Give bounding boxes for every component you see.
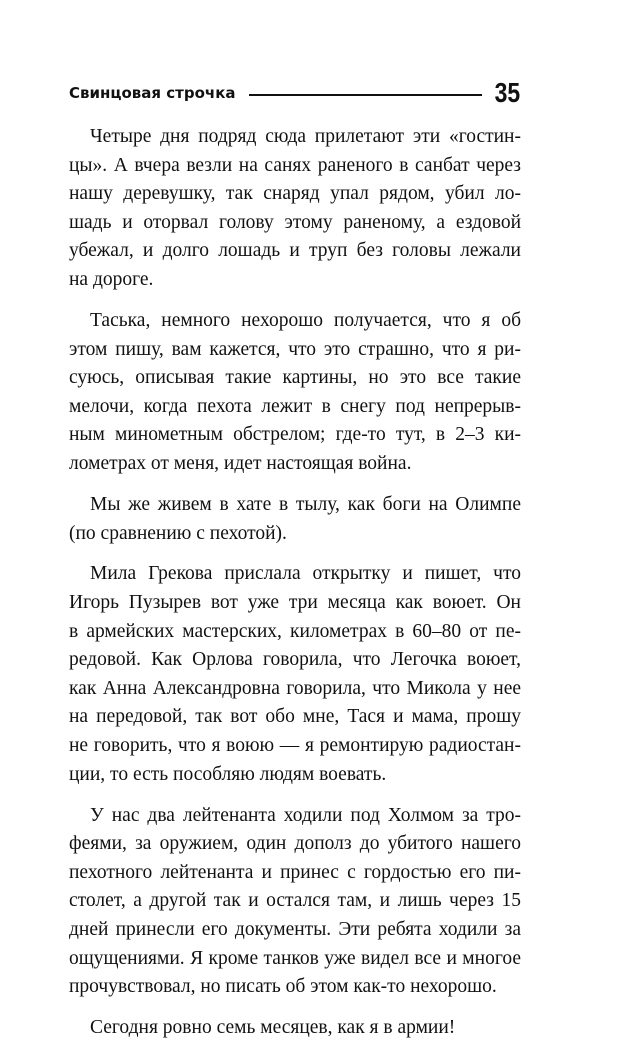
paragraph-5 [69, 802, 521, 1002]
running-head-title: Свинцовая строчка [69, 84, 236, 102]
text-line: ным минометным обстрелом; где-то тут, в 2–3 ки- [69, 424, 521, 446]
text-line: редовой. Как Орлова говорила, что Легочка воюет, [69, 649, 521, 671]
paragraph-6 [69, 1014, 521, 1043]
text-line: (по сравнению с пехотой). [69, 522, 287, 544]
text-line: Четыре дня подряд сюда прилетают эти «гостин- [90, 126, 521, 147]
running-head [69, 78, 520, 110]
text-line: У нас два лейтенанта ходили под Холмом за тро- [90, 804, 521, 826]
text-line: в армейских мастерских, километрах в 60–80 от пе- [69, 620, 521, 642]
text-line: ощущениями. Я кроме танков уже видел все и многое [69, 947, 521, 969]
text-line: Игорь Пузырев вот уже три месяца как воюет. Он [69, 592, 521, 614]
text-line: феями, за оружием, один дополз до убитого нашего [69, 833, 521, 855]
text-line: на передовой, так вот обо мне, Тася и мама, прошу [69, 706, 521, 728]
paragraph-3 [69, 491, 521, 548]
text-line: не говорить, что я воюю — я ремонтирую радиостан- [69, 735, 521, 757]
text-line: на дороге. [69, 268, 154, 290]
body-text [69, 123, 521, 1055]
text-line: лометрах от меня, идет настоящая война. [69, 452, 412, 474]
text-line: мелочи, когда пехота лежит в снегу под непрерыв- [69, 395, 521, 417]
paragraph-4 [69, 560, 521, 789]
text-line: прочувствовал, но писать об этом как-то нехорошо. [69, 976, 497, 998]
text-line: Таська, немного нехорошо получается, что я об [90, 309, 521, 331]
page-number: 35 [494, 77, 520, 108]
text-line: Мила Грекова прислала открытку и пишет, что [90, 563, 521, 585]
text-line: Мы же живем в хате в тылу, как боги на Олимпе [90, 493, 521, 515]
text-line: пехотного лейтенанта и принес с гордостью его пи- [69, 861, 521, 883]
text-line: дней принесли его документы. Эти ребята ходили за [69, 919, 521, 940]
text-line: как Анна Александровна говорила, что Микола у нее [69, 677, 521, 699]
text-line: Сегодня ровно семь месяцев, как я в армии! [90, 1017, 456, 1039]
running-head-rule [249, 94, 482, 96]
text-line: этом пишу, вам кажется, что это страшно, что я ри- [69, 338, 521, 360]
text-line: суюсь, описывая такие картины, но это все такие [69, 367, 521, 389]
text-line: шадь и оторвал голову этому раненому, а ездовой [69, 211, 521, 233]
paragraph-1 [69, 123, 521, 295]
text-line: столет, а другой так и остался там, и лишь через 15 [69, 890, 521, 912]
text-line: цы». А вчера везли на санях раненого в санбат через [69, 154, 521, 176]
paragraph-2 [69, 307, 521, 479]
text-line: убежал, и долго лошадь и труп без головы лежали [69, 240, 521, 262]
text-line: нашу деревушку, так снаряд упал рядом, убил ло- [69, 183, 521, 205]
text-line: ции, то есть пособляю людям воевать. [69, 763, 387, 785]
